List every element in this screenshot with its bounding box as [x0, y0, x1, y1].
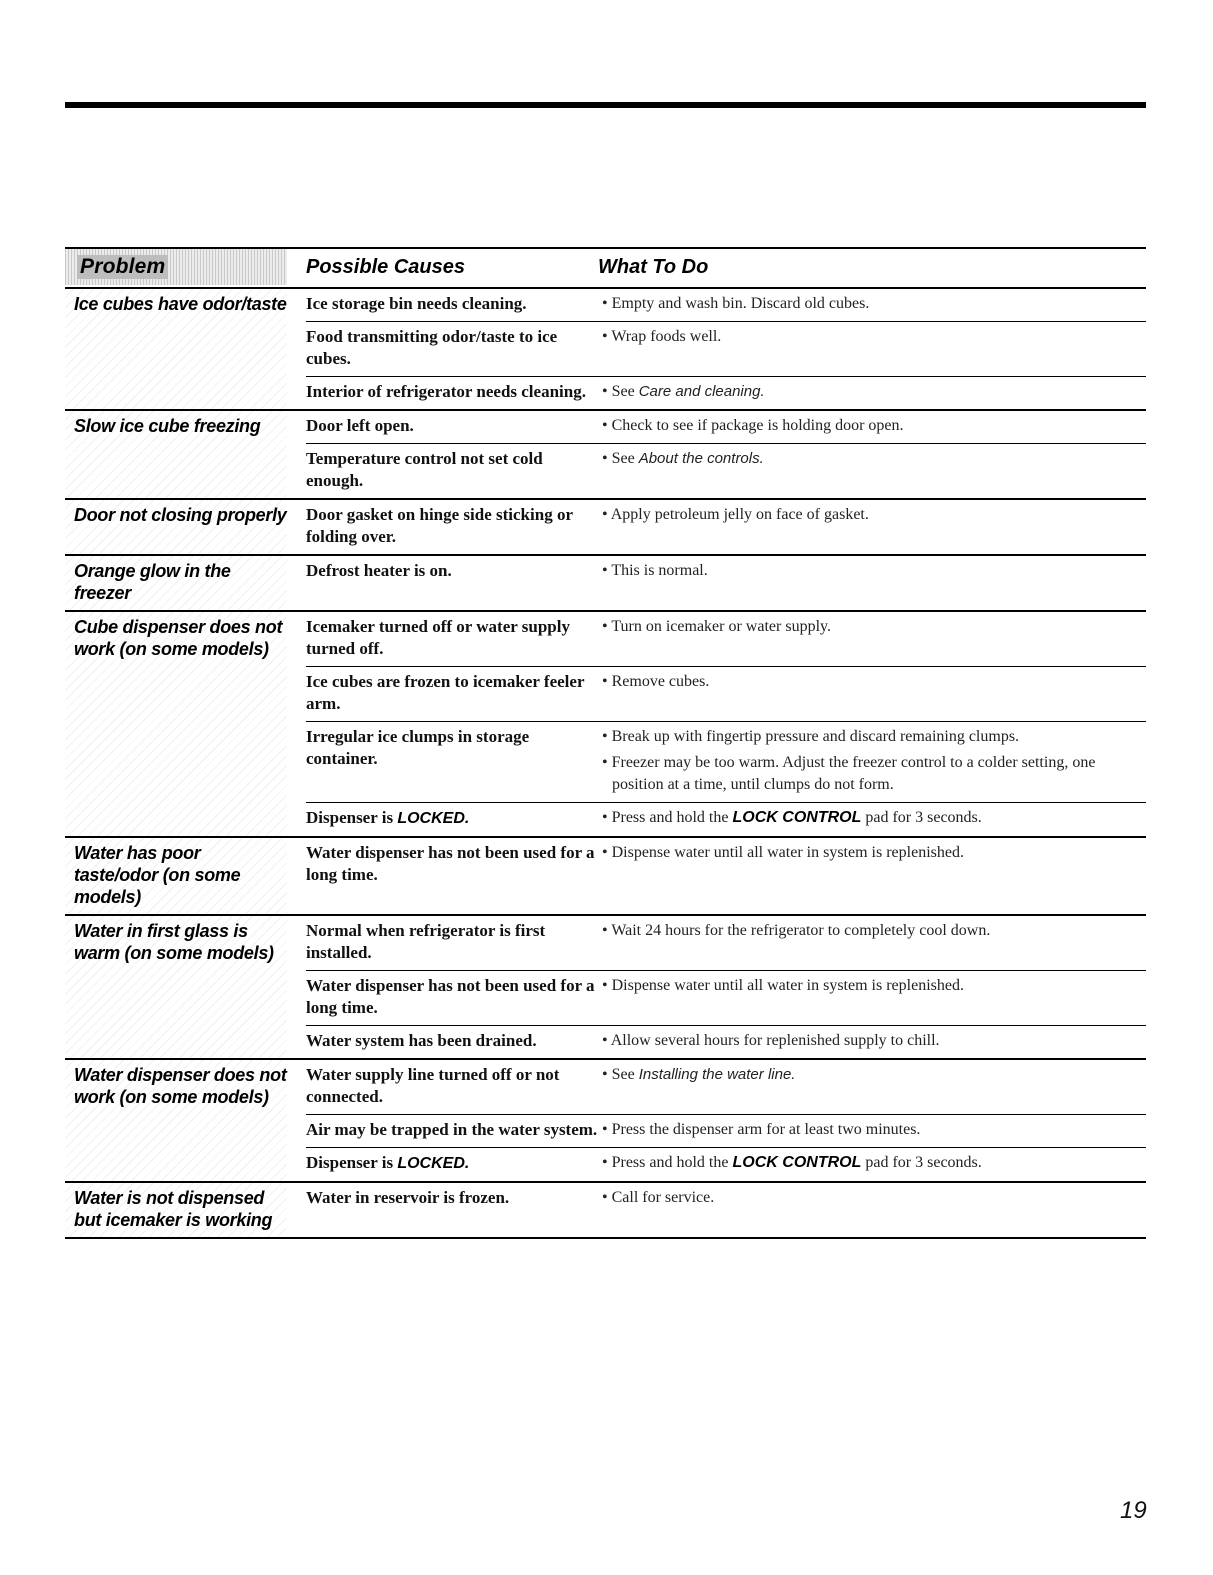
cause-text — [306, 293, 598, 315]
cause-text — [306, 671, 598, 715]
cause-row — [306, 556, 1146, 588]
cause-label: Water dispenser has not been used for a long time. — [306, 976, 595, 1017]
causes-list — [306, 289, 1146, 409]
todo-text — [598, 560, 1146, 582]
cause-label: Dispenser is — [306, 1153, 398, 1172]
todo-step: • Call for service. — [602, 1189, 715, 1206]
todo-suffix: pad for 3 seconds. — [861, 809, 982, 826]
todo-keyword: LOCK CONTROL — [732, 809, 862, 826]
cause-text — [306, 1152, 598, 1175]
cause-label: Defrost heater is on. — [306, 561, 452, 580]
todo-text — [598, 448, 1146, 492]
cause-text — [306, 415, 598, 437]
cause-row — [306, 667, 1146, 722]
causes-list — [306, 612, 1146, 836]
problem-group — [65, 916, 1146, 1060]
todo-step: • Check to see if package is holding door open. — [602, 417, 904, 434]
problem-cell: Water has poor taste/odor (on some models) — [65, 838, 287, 914]
causes-list — [306, 556, 1146, 610]
problem-cell: Door not closing properly — [65, 500, 287, 554]
todo-step — [598, 1152, 1146, 1174]
cause-row — [306, 838, 1146, 892]
cause-row — [306, 444, 1146, 498]
cause-text — [306, 616, 598, 660]
problem-group — [65, 838, 1146, 916]
todo-text — [598, 381, 1146, 403]
todo-text — [598, 1119, 1146, 1141]
todo-step: • Press the dispenser arm for at least two minutes. — [602, 1121, 921, 1138]
cause-label: Door gasket on hinge side sticking or folding over. — [306, 505, 573, 546]
cause-label: Irregular ice clumps in storage container. — [306, 727, 530, 768]
todo-reference: About the controls. — [638, 450, 764, 467]
todo-suffix: pad for 3 seconds. — [861, 1154, 982, 1171]
todo-prefix: • See — [602, 383, 639, 400]
todo-step — [598, 448, 1146, 470]
causes-header: Possible Causes — [306, 256, 465, 278]
cause-row — [306, 1115, 1146, 1148]
cause-text — [306, 842, 598, 886]
problem-header: Problem — [77, 255, 168, 279]
cause-text — [306, 1119, 598, 1141]
cause-label: Ice storage bin needs cleaning. — [306, 294, 527, 313]
cause-row — [306, 1060, 1146, 1115]
cause-row — [306, 500, 1146, 554]
cause-row — [306, 377, 1146, 409]
problem-cell: Cube dispenser does not work (on some models) — [65, 612, 287, 836]
todo-prefix: • Press and hold the — [602, 809, 733, 826]
todo-text — [598, 293, 1146, 315]
cause-row — [306, 1183, 1146, 1215]
todo-text — [598, 1030, 1146, 1052]
cause-row — [306, 916, 1146, 971]
todo-step — [598, 807, 1146, 829]
cause-text — [306, 920, 598, 964]
problem-cell: Water is not dispensed but icemaker is working — [65, 1183, 287, 1237]
todo-step: • Remove cubes. — [602, 673, 710, 690]
cause-label: Ice cubes are frozen to icemaker feeler arm. — [306, 672, 585, 713]
cause-text — [306, 1187, 598, 1209]
todo-text — [598, 975, 1146, 1019]
cause-text — [306, 381, 598, 403]
todo-step: • Turn on icemaker or water supply. — [602, 618, 831, 635]
todo-step: • Freezer may be too warm. Adjust the freezer control to a colder setting, one position at a time, until clumps do not form. — [602, 754, 1096, 793]
todo-prefix: • See — [602, 450, 639, 467]
cause-row — [306, 1148, 1146, 1181]
cause-label: Icemaker turned off or water supply turned off. — [306, 617, 570, 658]
cause-label: Water dispenser has not been used for a long time. — [306, 843, 595, 884]
todo-text — [598, 1152, 1146, 1175]
problem-cell: Orange glow in the freezer — [65, 556, 287, 610]
cause-row — [306, 411, 1146, 444]
problem-cell: Ice cubes have odor/taste — [65, 289, 287, 409]
problem-group — [65, 289, 1146, 411]
cause-label: Air may be trapped in the water system. — [306, 1120, 598, 1139]
todo-text — [598, 504, 1146, 548]
todo-text — [598, 807, 1146, 830]
table-header — [65, 247, 1146, 289]
cause-text — [306, 326, 598, 370]
cause-label: Temperature control not set cold enough. — [306, 449, 543, 490]
todo-step — [598, 1064, 1146, 1086]
cause-row — [306, 803, 1146, 836]
cause-row — [306, 1026, 1146, 1058]
todo-step — [598, 381, 1146, 403]
problem-group — [65, 500, 1146, 556]
cause-label: Door left open. — [306, 416, 414, 435]
todo-text — [598, 616, 1146, 660]
cause-label: Water system has been drained. — [306, 1031, 537, 1050]
causes-list — [306, 500, 1146, 554]
problem-group — [65, 556, 1146, 612]
cause-row — [306, 322, 1146, 377]
todo-step: • Wrap foods well. — [602, 328, 722, 345]
todo-text — [598, 671, 1146, 715]
cause-label: Food transmitting odor/taste to ice cubes. — [306, 327, 558, 368]
todo-text — [598, 1187, 1146, 1209]
todo-reference: Care and cleaning. — [638, 383, 765, 400]
page-number: 19 — [1120, 1497, 1147, 1524]
todo-text — [598, 1064, 1146, 1108]
causes-list — [306, 1060, 1146, 1181]
cause-row — [306, 612, 1146, 667]
todo-text — [598, 920, 1146, 964]
todo-step: • Break up with fingertip pressure and discard remaining clumps. — [602, 728, 1020, 745]
cause-text — [306, 560, 598, 582]
todo-reference: Installing the water line. — [638, 1066, 796, 1083]
top-rule — [65, 102, 1146, 108]
todo-prefix: • See — [602, 1066, 639, 1083]
cause-label: Water supply line turned off or not connected. — [306, 1065, 560, 1106]
cause-label: Normal when refrigerator is first installed. — [306, 921, 546, 962]
cause-text — [306, 448, 598, 492]
cause-text — [306, 975, 598, 1019]
todo-text — [598, 415, 1146, 437]
problem-group — [65, 1183, 1146, 1239]
causes-list — [306, 1183, 1146, 1237]
problem-group — [65, 1060, 1146, 1183]
troubleshooting-table — [65, 247, 1146, 1239]
cause-text — [306, 807, 598, 830]
todo-text — [598, 842, 1146, 886]
cause-label: Dispenser is — [306, 808, 398, 827]
problem-cell: Water dispenser does not work (on some models) — [65, 1060, 287, 1181]
todo-step: • Dispense water until all water in system is replenished. — [602, 844, 964, 861]
cause-emphasis: LOCKED. — [397, 810, 470, 827]
todo-prefix: • Press and hold the — [602, 1154, 733, 1171]
cause-row — [306, 289, 1146, 322]
problem-group — [65, 612, 1146, 838]
cause-text — [306, 504, 598, 548]
cause-label: Water in reservoir is frozen. — [306, 1188, 510, 1207]
todo-step: • Allow several hours for replenished supply to chill. — [602, 1032, 940, 1049]
todo-step: • Dispense water until all water in system is replenished. — [602, 977, 964, 994]
cause-text — [306, 726, 598, 796]
cause-label: Interior of refrigerator needs cleaning. — [306, 382, 586, 401]
todo-step: • This is normal. — [602, 562, 708, 579]
table-body — [65, 289, 1146, 1239]
cause-row — [306, 722, 1146, 803]
todo-text — [598, 326, 1146, 370]
causes-list — [306, 411, 1146, 498]
todo-keyword: LOCK CONTROL — [732, 1154, 862, 1171]
todo-step: • Wait 24 hours for the refrigerator to completely cool down. — [602, 922, 991, 939]
causes-list — [306, 916, 1146, 1058]
cause-emphasis: LOCKED. — [397, 1155, 470, 1172]
cause-row — [306, 971, 1146, 1026]
problem-cell: Water in first glass is warm (on some models) — [65, 916, 287, 1058]
causes-list — [306, 838, 1146, 914]
todo-text — [598, 726, 1146, 796]
problem-group — [65, 411, 1146, 500]
todo-step: • Empty and wash bin. Discard old cubes. — [602, 295, 870, 312]
problem-cell: Slow ice cube freezing — [65, 411, 287, 498]
cause-text — [306, 1030, 598, 1052]
todo-step: • Apply petroleum jelly on face of gasket. — [602, 506, 869, 523]
todo-header: What To Do — [598, 256, 709, 278]
cause-text — [306, 1064, 598, 1108]
